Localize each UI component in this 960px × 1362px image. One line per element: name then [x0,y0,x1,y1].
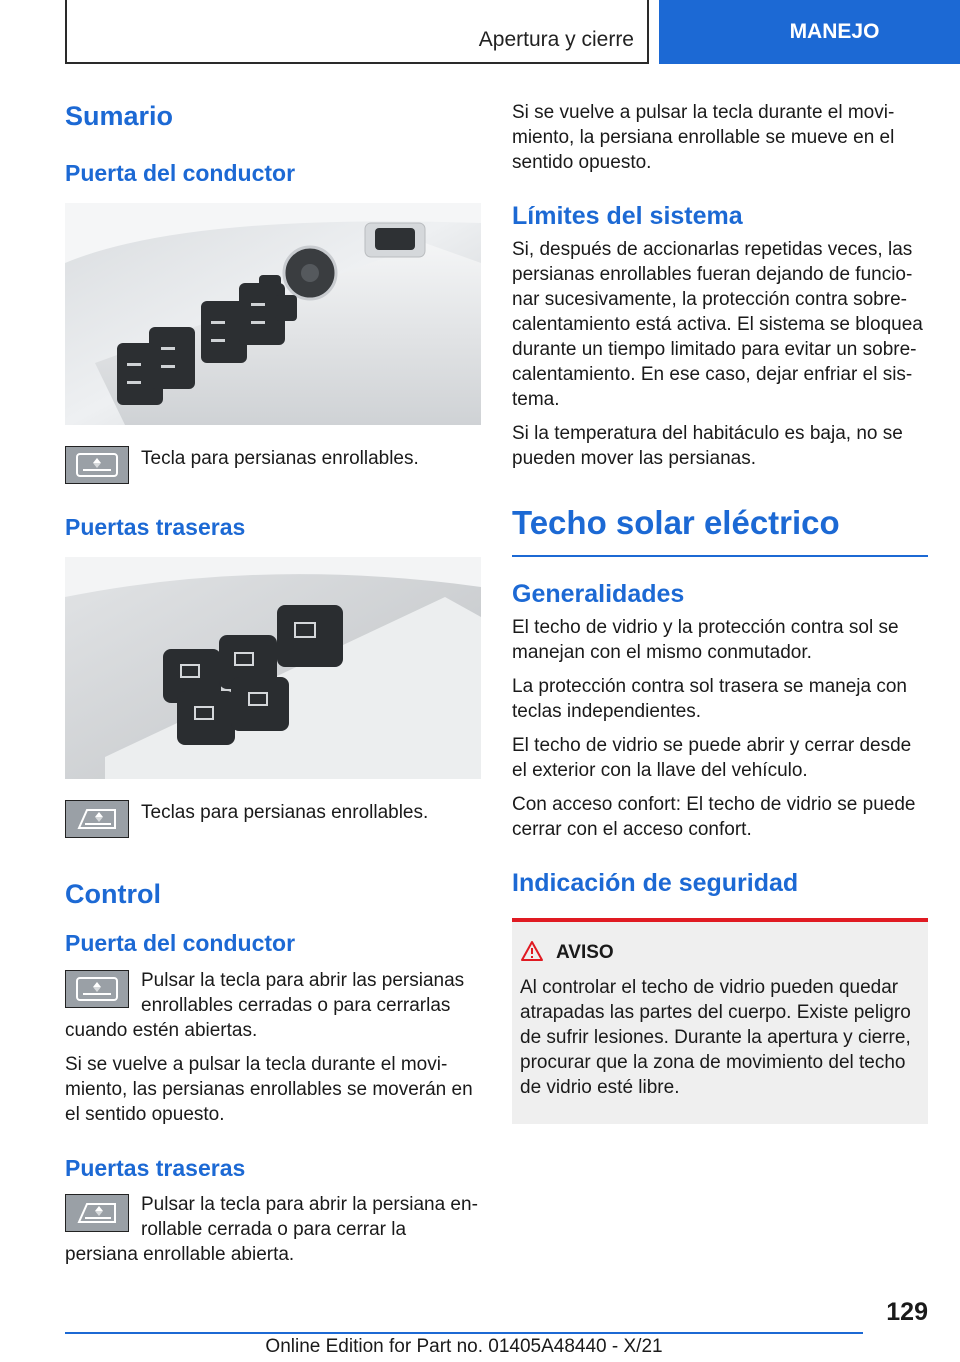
warning-box [512,918,928,1124]
warning-title: AVISO [556,942,614,964]
control-rear-text: Pulsar la tecla para abrir la persiana en-rollable cerrada o para cerrar la persiana enrollable abierta. [65,1194,478,1266]
system-limits-text-1: Si, después de accionarlas repetidas veces, las persianas enrollables fueran dejando de funcio-nar sucesivamente, la protección contra sobre-calentamiento está activa. El sistema se bloquea durante un tiempo limitado para evitar un sobre-calentamiento. En ese caso, dejar enfriar el sis-tema. [512,239,923,410]
control-driver-door-heading: Puerta del conductor [65,929,296,956]
rear-sunblind-key-icon [65,800,129,838]
right-intro-text: Si se vuelve a pulsar la tecla durante el movi-miento, la persiana enrollable se mueve en el sentido opuesto. [512,102,895,173]
control-driver-text: Pulsar la tecla para abrir las persianas enrollables cerradas o para cerrarlas cuando estén abiertas. [65,969,465,1041]
general-text-3: El techo de vidrio se puede abrir y cerrar desde el exterior con la llave del vehículo. [512,734,912,781]
driver-caption-row [65,446,481,484]
rear-doors-heading: Puertas traseras [65,513,246,540]
warning-header [520,940,920,967]
warning-text: Al controlar el techo de vidrio pueden quedar atrapadas las partes del cuerpo. Existe peligro de sufrir lesiones. Durante la apertura y cierre, procurar que la zona de movimiento del techo de vidrio esté libre. [520,976,911,1098]
general-text-4: Con acceso confort: El techo de vidrio se puede cerrar con el acceso confort. [512,793,916,840]
control-rear-block [65,1192,481,1267]
rear-door-switch-photo [65,557,481,779]
general-text-1: El techo de vidrio y la protección contra sol se manejan con el mismo conmutador. [512,616,899,663]
header-section-title: Apertura y cierre [478,28,634,51]
safety-heading: Indicación de seguridad [512,868,799,897]
rear-sunblind-key-icon [65,1194,129,1232]
rear-caption-row [65,800,481,838]
control-driver-text-2: Si se vuelve a pulsar la tecla durante el movi-miento, las persianas enrollables se moverán en el sentido opuesto. [65,1053,473,1125]
sunblind-key-icon [65,446,129,484]
control-heading: Control [65,878,161,909]
left-column [65,100,481,1267]
chapter-tab: MANEJO [659,0,960,64]
system-limits-text-2: Si la temperatura del habitáculo es baja, no se pueden mover las persianas. [512,423,903,469]
system-limits-heading: Límites del sistema [512,202,743,230]
warning-triangle-icon [520,940,544,967]
driver-caption: Tecla para persianas enrollables. [141,447,419,469]
control-driver-block [65,968,481,1043]
page-number: 129 [886,1298,928,1326]
driver-door-switch-photo [65,203,481,425]
general-heading: Generalidades [512,579,685,608]
rear-caption: Teclas para persianas enrollables. [141,801,429,823]
footer-divider [65,1332,863,1334]
driver-door-heading: Puerta del conductor [65,160,296,187]
sunroof-chapter-heading: Techo solar eléctrico [512,503,928,557]
control-rear-doors-heading: Puertas traseras [65,1154,246,1181]
right-column [512,100,928,1124]
sunblind-key-icon [65,970,129,1008]
footer-edition: Online Edition for Part no. 01405A48440 - X/21 [265,1336,663,1357]
sumario-heading: Sumario [65,101,174,131]
general-text-2: La protección contra sol trasera se maneja con teclas independientes. [512,675,907,722]
